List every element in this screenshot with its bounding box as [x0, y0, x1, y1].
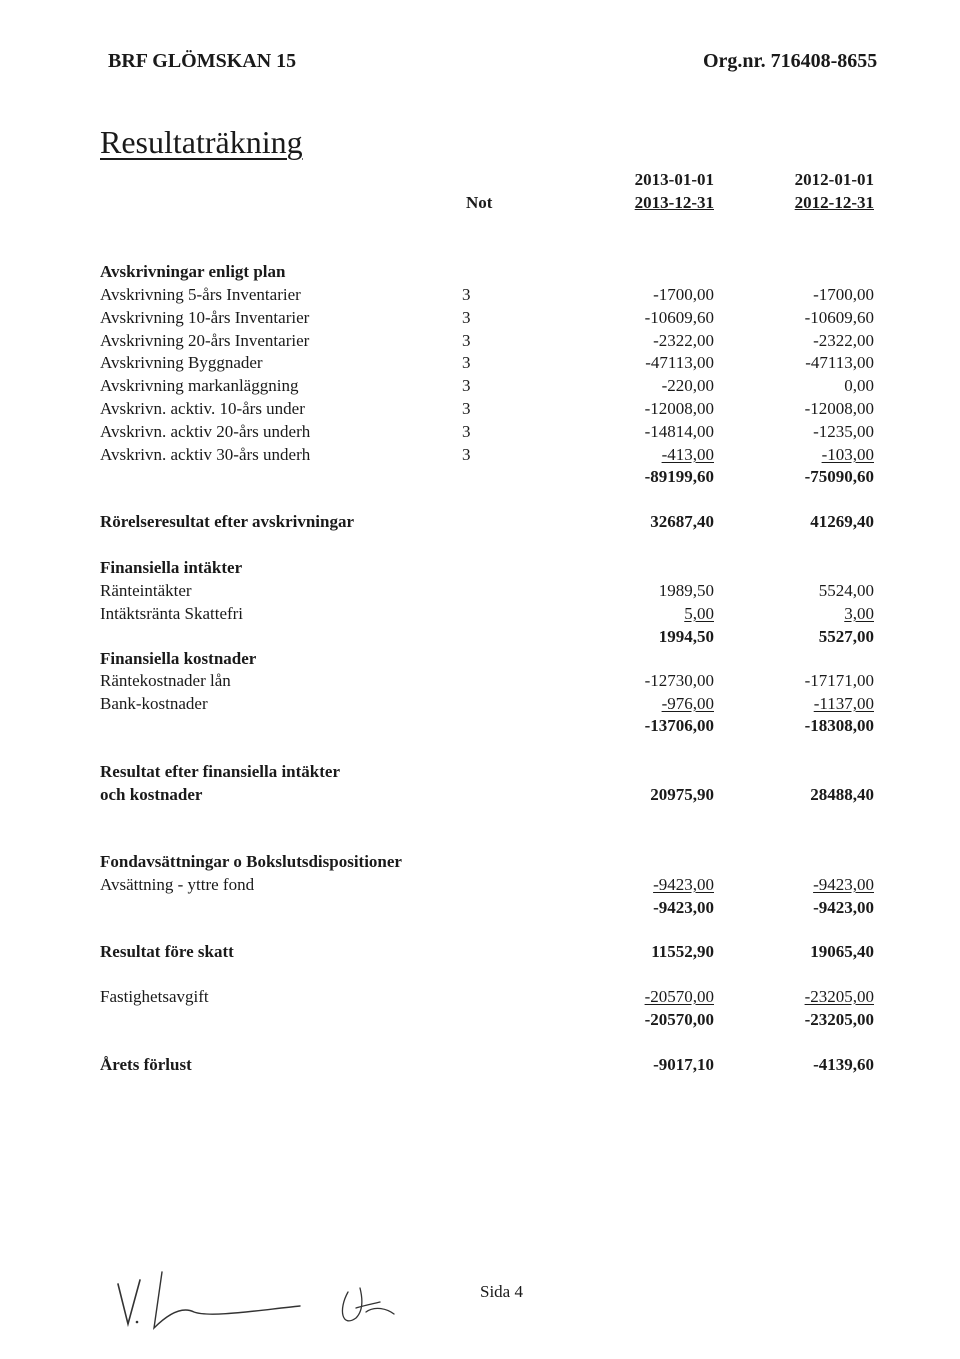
- fin-cost-heading-row: [0, 649, 960, 671]
- row-note: 3: [462, 422, 471, 441]
- row-value-2013: -14814,00: [644, 422, 714, 441]
- fund-heading: Fondavsättningar o Bokslutsdispositioner: [100, 852, 402, 871]
- fin-cost-total-2013: -13706,00: [644, 716, 714, 735]
- row-value-2012: -2322,00: [813, 331, 874, 350]
- after-fin-row-1: [0, 762, 960, 784]
- row-value-2012: -1700,00: [813, 285, 874, 304]
- table-row: [0, 671, 960, 693]
- row-value-2013: 5,00: [684, 604, 714, 623]
- table-row: [0, 604, 960, 626]
- after-fin-label-1: Resultat efter finansiella intäkter: [100, 762, 341, 781]
- row-value-2013: -10609,60: [644, 308, 714, 327]
- operating-result-row: [0, 512, 960, 534]
- year-result-label: Årets förlust: [100, 1055, 192, 1074]
- col1-to: 2013-12-31: [634, 193, 714, 212]
- row-value-2012: -23205,00: [804, 987, 874, 1006]
- org-nr: [703, 50, 877, 73]
- org-name: BRF GLÖMSKAN 15: [108, 50, 297, 72]
- after-fin-label-2: och kostnader: [100, 785, 203, 804]
- table-row: [0, 376, 960, 398]
- row-value-2013: -12008,00: [644, 399, 714, 418]
- row-label: Avskrivning Byggnader: [100, 353, 263, 372]
- row-label: Räntekostnader lån: [100, 671, 231, 690]
- page-title: Resultaträkning: [100, 124, 303, 160]
- fund-heading-row: [0, 852, 960, 874]
- row-note: 3: [462, 399, 471, 418]
- row-value-2012: -12008,00: [804, 399, 874, 418]
- table-row: [0, 331, 960, 353]
- row-label: Avskrivn. acktiv 30-års underh: [100, 445, 311, 464]
- depr-total-2013: -89199,60: [644, 467, 714, 486]
- before-tax-row: [0, 942, 960, 964]
- org-nr-value: 716408-8655: [770, 50, 878, 72]
- before-tax-label: Resultat före skatt: [100, 942, 234, 961]
- col2-to: 2012-12-31: [794, 193, 874, 212]
- row-value-2012: -10609,60: [804, 308, 874, 327]
- row-value-2013: -1700,00: [653, 285, 714, 304]
- fin-income-total-2013: 1994,50: [658, 627, 714, 646]
- row-value-2013: -9423,00: [653, 875, 714, 894]
- row-value-2012: -1137,00: [813, 694, 874, 713]
- row-label: Intäktsränta Skattefri: [100, 604, 244, 623]
- depr-total-2012: -75090,60: [804, 467, 874, 486]
- fin-cost-total-2012: -18308,00: [804, 716, 874, 735]
- row-value-2013: 1989,50: [658, 581, 714, 600]
- tax-total-row: [0, 1010, 960, 1032]
- year-result-2013: -9017,10: [653, 1055, 714, 1074]
- row-label: Ränteintäkter: [100, 581, 192, 600]
- fund-total-row: [0, 898, 960, 920]
- row-label: Avskrivning 5-års Inventarier: [100, 285, 301, 304]
- table-row: [0, 399, 960, 421]
- row-label: Fastighetsavgift: [100, 987, 209, 1006]
- row-value-2013: -47113,00: [645, 353, 714, 372]
- handwritten-signature: [110, 1262, 430, 1342]
- row-label: Avskrivning 10-års Inventarier: [100, 308, 310, 327]
- year-result-2012: -4139,60: [813, 1055, 874, 1074]
- fin-cost-total-row: [0, 716, 960, 738]
- row-label: Avskrivn. acktiv 20-års underh: [100, 422, 311, 441]
- row-value-2012: 0,00: [844, 376, 874, 395]
- table-row: [0, 308, 960, 330]
- row-label: Avskrivning 20-års Inventarier: [100, 331, 310, 350]
- fin-income-heading: Finansiella intäkter: [100, 558, 243, 577]
- before-tax-2012: 19065,40: [810, 942, 874, 961]
- page-number: Sida 4: [480, 1282, 523, 1301]
- table-row: [0, 422, 960, 444]
- row-note: 3: [462, 376, 471, 395]
- fin-income-total-2012: 5527,00: [818, 627, 874, 646]
- table-row: [0, 445, 960, 467]
- row-value-2012: -103,00: [821, 445, 874, 464]
- after-fin-2012: 28488,40: [810, 785, 874, 804]
- row-value-2013: -20570,00: [644, 987, 714, 1006]
- before-tax-2013: 11552,90: [651, 942, 714, 961]
- row-value-2013: -2322,00: [653, 331, 714, 350]
- row-value-2012: -1235,00: [813, 422, 874, 441]
- tax-total-2012: -23205,00: [804, 1010, 874, 1029]
- row-value-2013: -12730,00: [644, 671, 714, 690]
- org-nr-label: Org.nr.: [703, 50, 766, 72]
- row-value-2013: -413,00: [661, 445, 714, 464]
- row-label: Avskrivn. acktiv. 10-års under: [100, 399, 305, 418]
- row-note: 3: [462, 285, 471, 304]
- not-label: Not: [466, 193, 493, 212]
- depr-heading: Avskrivningar enligt plan: [100, 262, 286, 281]
- row-value-2012: -47113,00: [805, 353, 874, 372]
- row-value-2012: -9423,00: [813, 875, 874, 894]
- row-label: Bank-kostnader: [100, 694, 208, 713]
- table-row: [0, 875, 960, 897]
- col2-from: 2012-01-01: [794, 170, 874, 189]
- row-value-2012: -17171,00: [804, 671, 874, 690]
- row-label: Avsättning - yttre fond: [100, 875, 255, 894]
- depr-total-row: [0, 467, 960, 489]
- table-row: [0, 353, 960, 375]
- row-value-2013: -220,00: [661, 376, 714, 395]
- fin-income-total-row: [0, 627, 960, 649]
- operating-result-2012: 41269,40: [810, 512, 874, 531]
- row-value-2012: 5524,00: [818, 581, 874, 600]
- operating-result-2013: 32687,40: [650, 512, 714, 531]
- row-value-2013: -976,00: [661, 694, 714, 713]
- fund-total-2013: -9423,00: [653, 898, 714, 917]
- row-note: 3: [462, 445, 471, 464]
- row-note: 3: [462, 308, 471, 327]
- table-row: [0, 581, 960, 603]
- fin-cost-heading: Finansiella kostnader: [100, 649, 257, 668]
- depr-heading-row: [0, 262, 960, 284]
- col1-from: 2013-01-01: [634, 170, 714, 189]
- table-row: [0, 987, 960, 1009]
- after-fin-2013: 20975,90: [650, 785, 714, 804]
- row-value-2012: 3,00: [844, 604, 874, 623]
- row-label: Avskrivning markanläggning: [100, 376, 299, 395]
- row-note: 3: [462, 331, 471, 350]
- table-row: [0, 285, 960, 307]
- fund-total-2012: -9423,00: [813, 898, 874, 917]
- row-note: 3: [462, 353, 471, 372]
- tax-total-2013: -20570,00: [644, 1010, 714, 1029]
- year-result-row: [0, 1055, 960, 1077]
- operating-result-label: Rörelseresultat efter avskrivningar: [100, 512, 355, 531]
- after-fin-row-2: [0, 785, 960, 807]
- table-row: [0, 694, 960, 716]
- fin-income-heading-row: [0, 558, 960, 580]
